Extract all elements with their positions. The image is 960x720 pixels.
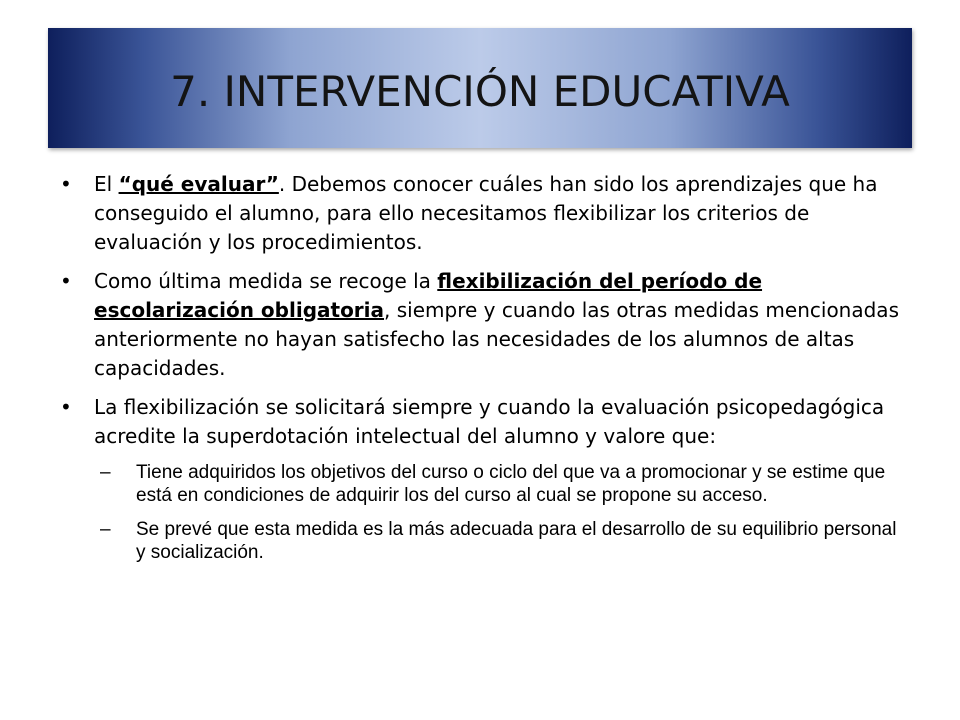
bullet-text: La flexibilización se solicitará siempre y cuando la evaluación psicopedagógica acredite la superdotación intelectual del alumno y valore que: — [94, 395, 885, 448]
dash-icon: – — [100, 519, 111, 540]
dash-icon: – — [100, 462, 111, 483]
sub-bullet-item — [100, 461, 910, 507]
sub-bullet-item — [100, 518, 910, 564]
bullet-icon: • — [60, 172, 72, 196]
bullet-icon: • — [60, 269, 72, 293]
title-banner — [48, 28, 912, 148]
sub-bullet-text: Tiene adquiridos los objetivos del curso o ciclo del que va a promocionar y se estime que está en condiciones de adquirir los del curso al cual se propone su acceso. — [136, 462, 886, 506]
bullet-highlight: “qué evaluar” — [118, 172, 279, 196]
bullet-text: . Debemos conocer cuáles han sido los aprendizajes que ha conseguido el alumno, para ello necesitamos flexibilizar los criterios de evaluación y los procedimientos. — [94, 172, 878, 254]
slide-title: 7. INTERVENCIÓN EDUCATIVA — [170, 67, 790, 116]
sub-bullet-text: Se prevé que esta medida es la más adecuada para el desarrollo de su equilibrio personal y socialización. — [136, 519, 897, 563]
bullet-item — [60, 267, 910, 383]
slide-body — [60, 170, 910, 575]
bullet-text: Como última medida se recoge la — [94, 269, 438, 293]
bullet-highlight: flexibilización del período de escolarización obligatoria — [94, 269, 763, 322]
bullet-text: El — [94, 172, 119, 196]
bullet-icon: • — [60, 395, 72, 419]
bullet-text: , siempre y cuando las otras medidas mencionadas anteriormente no hayan satisfecho las necesidades de los alumnos de altas capacidades. — [94, 298, 899, 380]
bullet-item — [60, 393, 910, 451]
bullet-item — [60, 170, 910, 257]
